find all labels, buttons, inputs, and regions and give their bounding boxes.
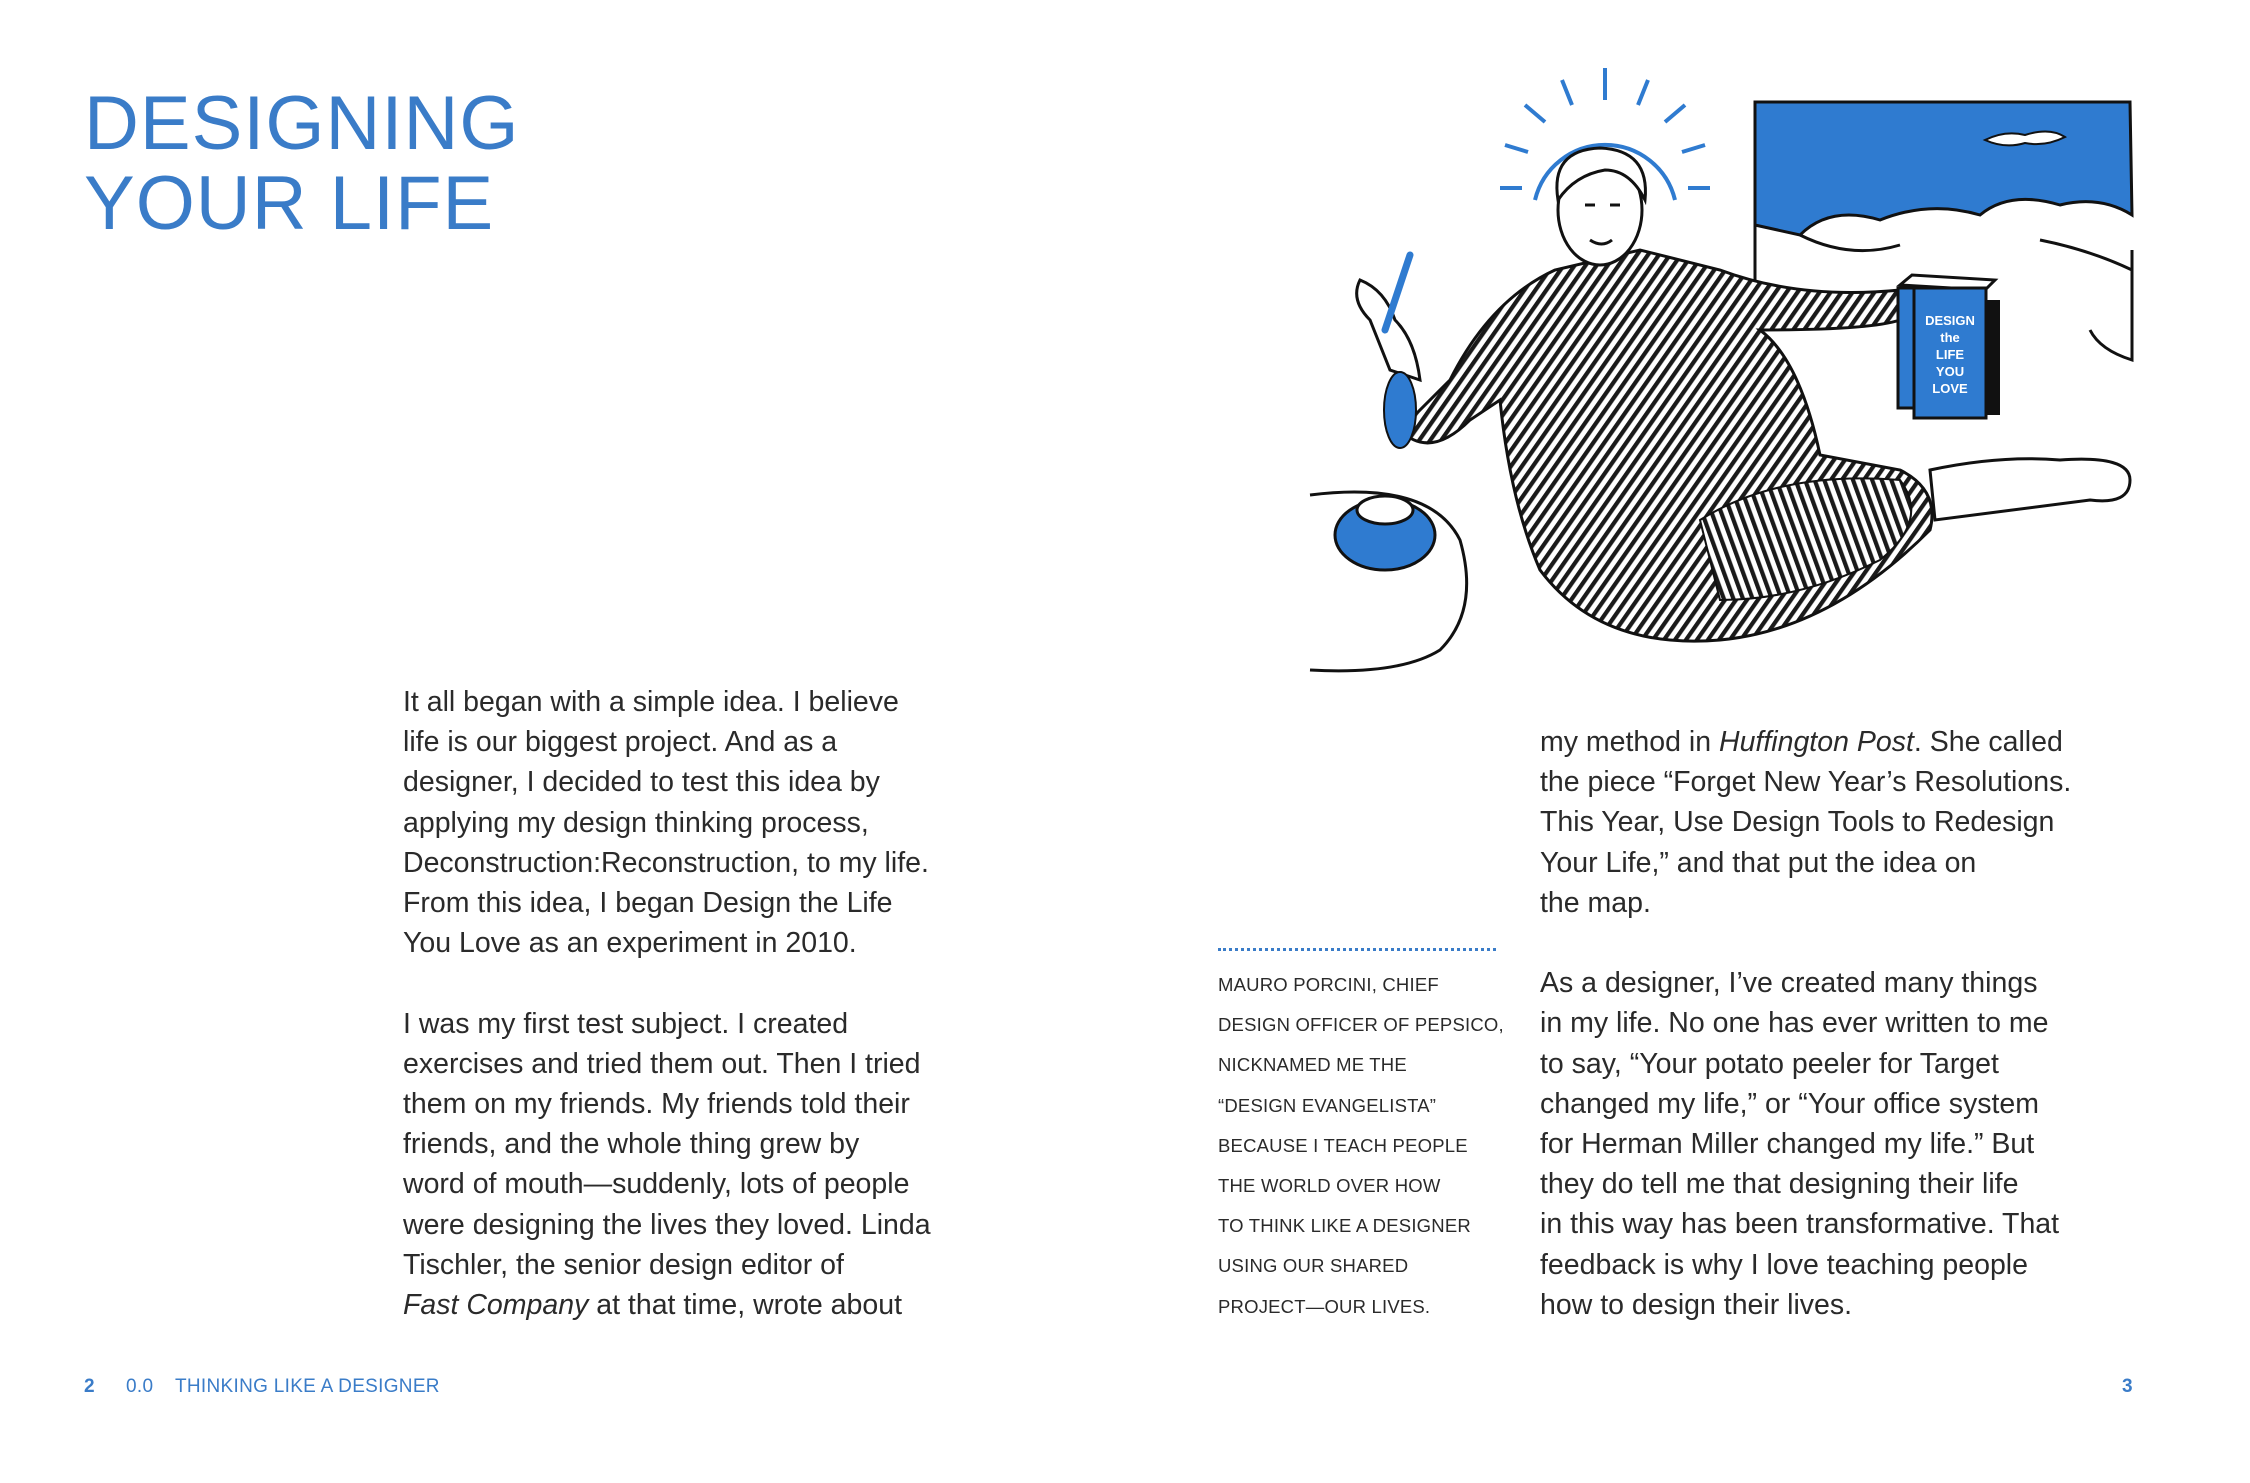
- chapter-number: 0.0: [126, 1376, 154, 1397]
- body-line: them on my friends. My friends told their: [403, 1088, 910, 1121]
- book-illustration: [1898, 275, 2000, 418]
- pen-icon: [1385, 255, 1410, 330]
- body-line-rest: at that time, wrote about: [588, 1289, 902, 1322]
- sidebar-line: USING OUR SHARED: [1218, 1255, 1409, 1277]
- body-line: It all began with a simple idea. I believe: [403, 686, 899, 718]
- sidebar-quote: [1218, 948, 1504, 1327]
- body-line: in my life. No one has ever written to me: [1540, 1007, 2049, 1040]
- body-line: Your Life,” and that put the idea on: [1540, 846, 1977, 879]
- teacup-illustration: [1335, 496, 1435, 570]
- title-line-1: DESIGNING: [84, 81, 520, 166]
- body-line: in this way has been transformative. That: [1540, 1208, 2060, 1241]
- title-line-2: YOUR LIFE: [84, 161, 495, 246]
- right-page-number: 3: [2122, 1376, 2133, 1397]
- left-page-number: 2: [84, 1376, 95, 1397]
- dotted-divider: [1218, 948, 1496, 951]
- page-title: [84, 81, 520, 246]
- body-text-right-column: [1540, 722, 2071, 1325]
- illustration-woman-with-book: [1300, 55, 2150, 695]
- body-line-pre: my method in: [1540, 726, 1719, 758]
- body-line: the piece “Forget New Year’s Resolutions.: [1540, 766, 2072, 799]
- sidebar-line: BECAUSE I TEACH PEOPLE: [1218, 1134, 1468, 1156]
- body-text-left-column: [403, 682, 931, 1325]
- book-text-line: the: [1940, 330, 1960, 345]
- chapter-title: THINKING LIKE A DESIGNER: [175, 1376, 440, 1397]
- body-line: for Herman Miller changed my life.” But: [1540, 1128, 2035, 1161]
- body-line: feedback is why I love teaching people: [1540, 1248, 2028, 1281]
- body-line: From this idea, I began Design the Life: [403, 887, 893, 920]
- body-line: word of mouth—suddenly, lots of people: [403, 1168, 910, 1201]
- body-line: You Love as an experiment in 2010.: [403, 927, 857, 960]
- body-line: As a designer, I’ve created many things: [1540, 967, 2038, 1000]
- publication-name: Fast Company: [403, 1289, 589, 1322]
- book-text-line: YOU: [1935, 364, 1965, 379]
- body-line: Deconstruction:Reconstruction, to my life.: [403, 846, 929, 879]
- book-text-line: LIFE: [1935, 347, 1965, 362]
- sidebar-line: DESIGN OFFICER OF PEPSICO,: [1218, 1014, 1504, 1036]
- body-line: [1540, 722, 2071, 762]
- robe-shape: [1400, 250, 1932, 641]
- sidebar-line: MAURO PORCINI, CHIEF: [1218, 974, 1439, 995]
- body-line: the map.: [1540, 886, 1651, 919]
- body-line: to say, “Your potato peeler for Target: [1540, 1047, 1999, 1080]
- body-line: designer, I decided to test this idea by: [403, 766, 880, 799]
- book-text-line: DESIGN: [1925, 313, 1975, 328]
- body-line: [403, 1285, 931, 1325]
- body-line: Tischler, the senior design editor of: [403, 1248, 844, 1281]
- body-line-post: . She called: [1913, 726, 2063, 758]
- body-line: how to design their lives.: [1540, 1288, 1853, 1321]
- publication-name: Huffington Post: [1719, 726, 1914, 758]
- body-line: exercises and tried them out. Then I tried: [403, 1047, 921, 1080]
- sidebar-line: NICKNAMED ME THE: [1218, 1054, 1407, 1076]
- body-line: were designing the lives they loved. Linda: [403, 1208, 931, 1241]
- sidebar-line: “DESIGN EVANGELISTA”: [1218, 1094, 1437, 1116]
- body-line: changed my life,” or “Your office system: [1540, 1087, 2039, 1120]
- body-line: friends, and the whole thing grew by: [403, 1128, 860, 1161]
- body-line: life is our biggest project. And as a: [403, 726, 838, 759]
- sidebar-line: PROJECT—OUR LIVES.: [1218, 1295, 1431, 1317]
- body-line: I was my first test subject. I created: [403, 1007, 849, 1040]
- sidebar-line: TO THINK LIKE A DESIGNER: [1218, 1215, 1471, 1237]
- body-line: applying my design thinking process,: [403, 806, 869, 839]
- sidebar-line: THE WORLD OVER HOW: [1218, 1175, 1441, 1197]
- body-line: This Year, Use Design Tools to Redesign: [1540, 806, 2055, 839]
- body-line: they do tell me that designing their life: [1540, 1168, 2019, 1201]
- book-text-line: LOVE: [1932, 381, 1968, 396]
- sky-shape: [1755, 102, 2132, 235]
